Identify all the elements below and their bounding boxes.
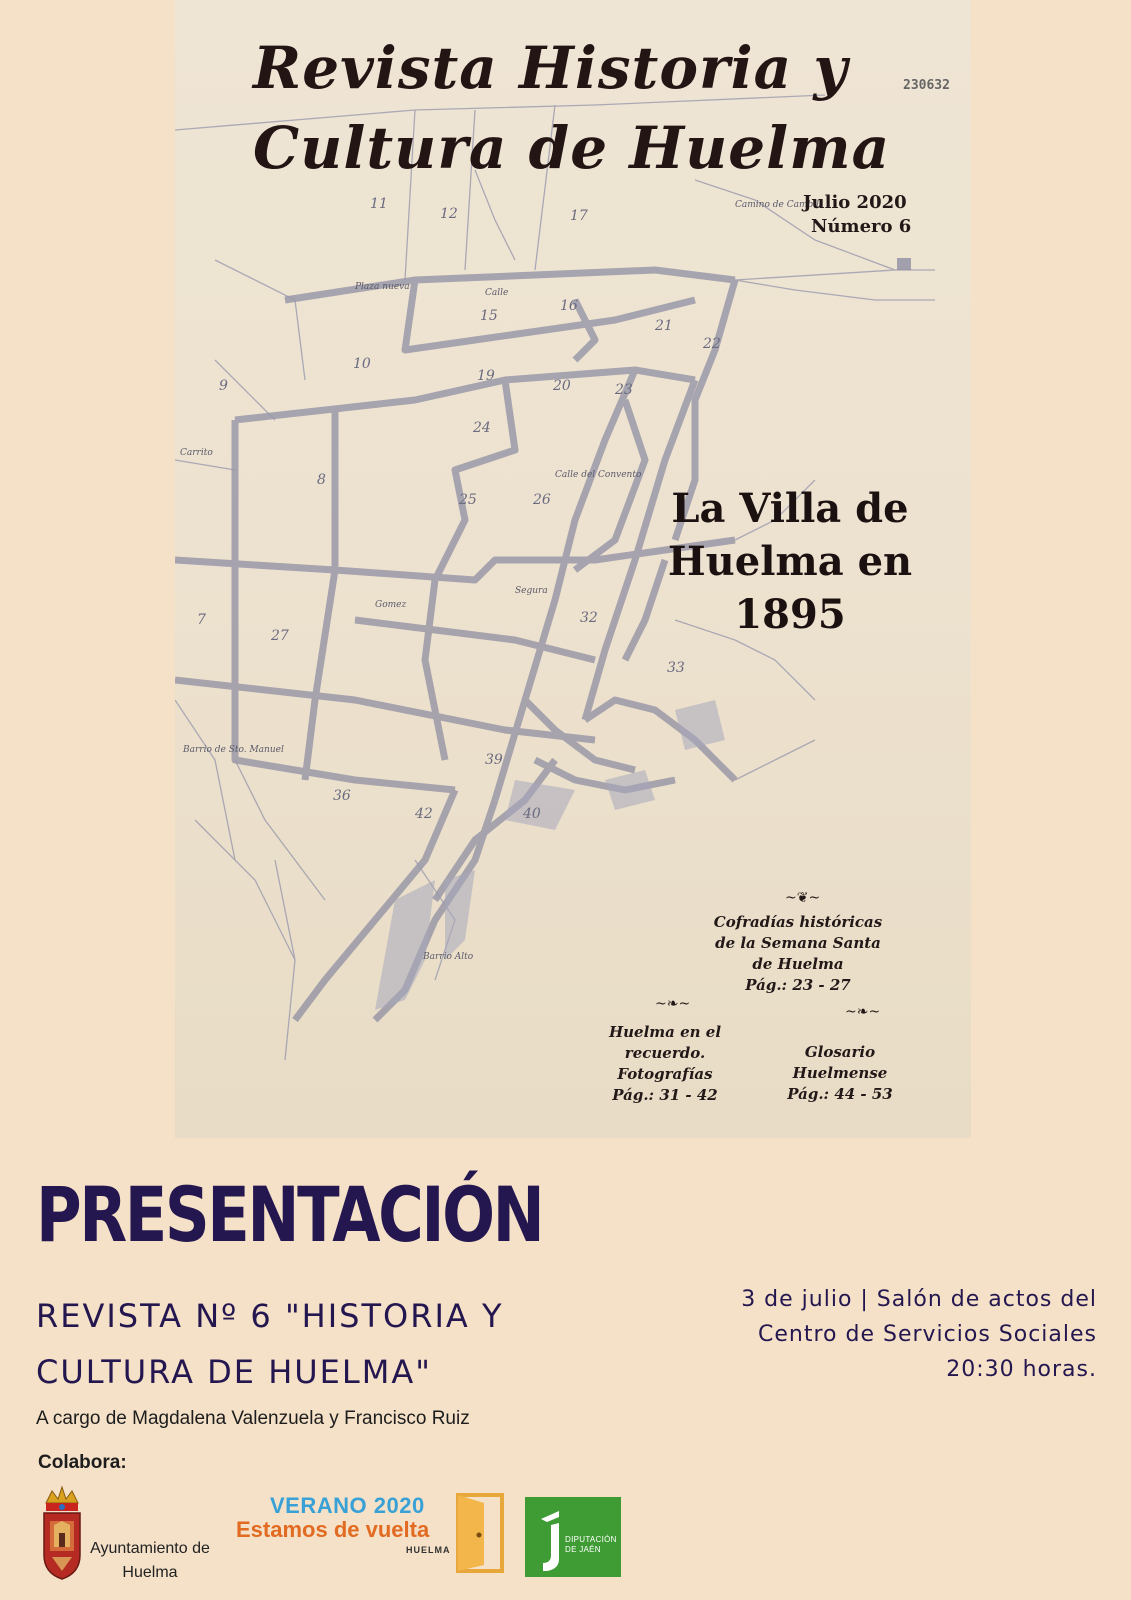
map-number: 19 <box>477 368 495 384</box>
map-number: 10 <box>353 356 371 372</box>
map-label: Calle del Convento <box>555 470 642 480</box>
coat-of-arms-icon <box>38 1485 86 1585</box>
event-date-place: 3 de julio | Salón de actos del Centro de Servicios Sociales <box>741 1287 1097 1347</box>
ornament-icon: ~❦~ <box>785 890 821 906</box>
verano-town: HUELMA <box>406 1545 451 1555</box>
map-number: 42 <box>415 806 433 822</box>
verano-2020-logo <box>236 1493 506 1573</box>
map-number: 16 <box>560 298 578 314</box>
map-number: 15 <box>480 308 498 324</box>
map-number: 12 <box>440 206 458 222</box>
verano-title: VERANO 2020 <box>270 1493 425 1518</box>
toc-item <box>595 1022 735 1106</box>
diputacion-name: DIPUTACIÓN DE JAÉN <box>565 1535 617 1554</box>
map-number: 23 <box>615 382 633 398</box>
catalog-number: 230632 <box>903 78 950 93</box>
map-number: 21 <box>655 318 673 334</box>
toc-item <box>703 912 893 996</box>
ayuntamiento-name: Ayuntamiento de Huelma <box>90 1540 210 1581</box>
map-label: Calle <box>485 288 509 298</box>
map-number: 17 <box>570 208 588 224</box>
map-number: 11 <box>370 196 388 212</box>
map-number: 7 <box>197 612 206 628</box>
toc-item-title: Huelma en el recuerdo. Fotografías <box>608 1023 722 1083</box>
map-label: Barrio de Sto. Manuel <box>183 745 284 755</box>
toc-item-title: Glosario Huelmense <box>792 1043 888 1082</box>
collaborators-label: Colabora: <box>38 1452 127 1473</box>
map-label: Segura <box>515 586 548 596</box>
toc-item-title: Cofradías históricas de la Semana Santa de Huelma <box>713 913 883 973</box>
map-number: 26 <box>533 492 551 508</box>
event-details <box>657 1282 1097 1387</box>
issue-number: Número 6 <box>811 216 912 237</box>
magazine-title: Revista Historia y Cultura de Huelma <box>253 34 891 182</box>
diputacion-logo <box>525 1497 621 1577</box>
presentation-heading: PRESENTACIÓN <box>36 1170 543 1259</box>
toc-item <box>775 1042 905 1105</box>
event-subtitle: REVISTA Nº 6 "HISTORIA Y CULTURA DE HUELMA" <box>36 1297 504 1391</box>
toc-item-pages: Pág.: 44 - 53 <box>787 1085 893 1103</box>
ornament-icon: ~❧~ <box>845 1004 881 1020</box>
verano-slogan: Estamos de vuelta <box>236 1517 430 1542</box>
map-number: 22 <box>703 336 721 352</box>
cover-headline: La Villa de Huelma en 1895 <box>667 485 913 638</box>
map-number: 9 <box>219 378 228 394</box>
map-label: Plaza nueva <box>355 282 410 292</box>
map-number: 25 <box>459 492 477 508</box>
event-time: 20:30 horas. <box>946 1357 1097 1382</box>
map-number: 20 <box>553 378 571 394</box>
ornament-icon: ~❧~ <box>655 996 691 1012</box>
toc-item-pages: Pág.: 31 - 42 <box>612 1086 718 1104</box>
map-number: 32 <box>580 610 598 626</box>
map-number: 39 <box>485 752 503 768</box>
map-label: Gomez <box>375 600 407 610</box>
map-label: Carrito <box>180 448 213 458</box>
issue-date: Julio 2020 <box>803 192 907 213</box>
presenters: A cargo de Magdalena Valenzuela y Francisco Ruiz <box>36 1408 470 1429</box>
ayuntamiento-logo <box>34 1485 214 1585</box>
magazine-cover <box>175 0 971 1138</box>
map-number: 40 <box>523 806 541 822</box>
map-number: 8 <box>317 472 326 488</box>
map-number: 27 <box>271 628 289 644</box>
map-number: 24 <box>473 420 491 436</box>
door-icon <box>454 1493 506 1573</box>
map-number: 36 <box>333 788 351 804</box>
map-label: Camino de Cambil <box>735 200 819 210</box>
toc-item-pages: Pág.: 23 - 27 <box>745 976 851 994</box>
map-label: Barrio Alto <box>423 952 474 962</box>
map-number: 33 <box>667 660 685 676</box>
